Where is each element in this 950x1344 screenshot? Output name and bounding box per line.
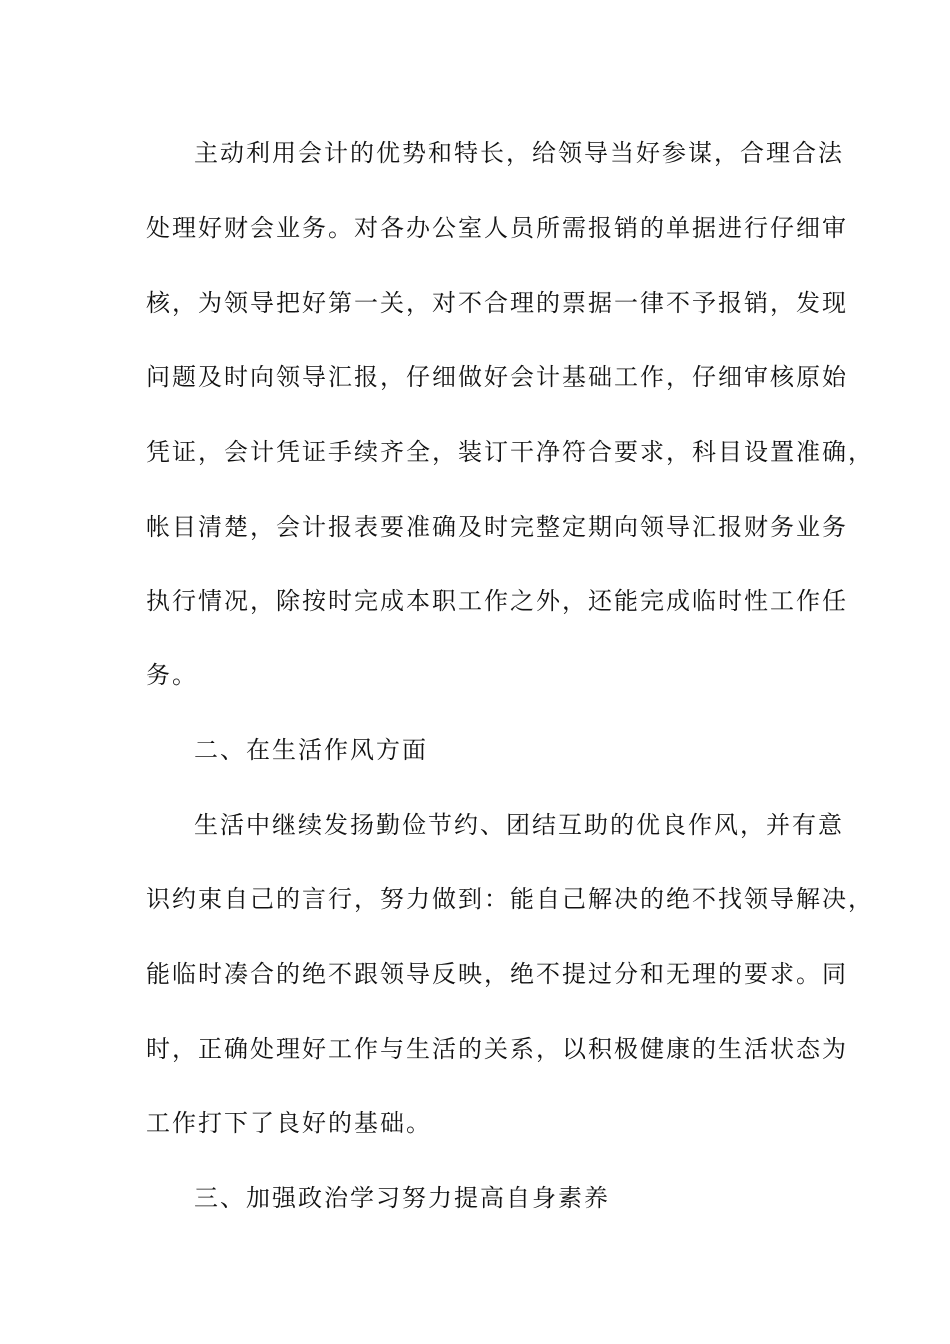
paragraph-line: 主动利用会计的优势和特长，给领导当好参谋，合理合法 [194,139,844,167]
paragraph-line: 能临时凑合的绝不跟领导反映，绝不提过分和无理的要求。同 [146,960,848,988]
section-heading: 二、在生活作风方面 [194,736,428,764]
paragraph-line: 核，为领导把好第一关，对不合理的票据一律不予报销，发现 [146,289,848,317]
paragraph-line: 凭证，会计凭证手续齐全，装订干净符合要求，科目设置准确， [146,438,874,466]
paragraph-line: 时，正确处理好工作与生活的关系，以积极健康的生活状态为 [146,1035,848,1063]
paragraph-line: 问题及时向领导汇报，仔细做好会计基础工作，仔细审核原始 [146,363,848,391]
paragraph-line: 处理好财会业务。对各办公室人员所需报销的单据进行仔细审 [146,214,848,242]
paragraph-line: 识约束自己的言行，努力做到：能自己解决的绝不找领导解决， [146,885,874,913]
paragraph-line: 生活中继续发扬勤俭节约、团结互助的优良作风，并有意 [194,811,844,839]
paragraph-line: 工作打下了良好的基础。 [146,1109,432,1137]
section-heading: 三、加强政治学习努力提高自身素养 [194,1184,610,1212]
paragraph-line: 帐目清楚，会计报表要准确及时完整定期向领导汇报财务业务 [146,513,848,541]
paragraph-line: 务。 [146,661,198,689]
paragraph-line: 执行情况，除按时完成本职工作之外，还能完成临时性工作任 [146,587,848,615]
